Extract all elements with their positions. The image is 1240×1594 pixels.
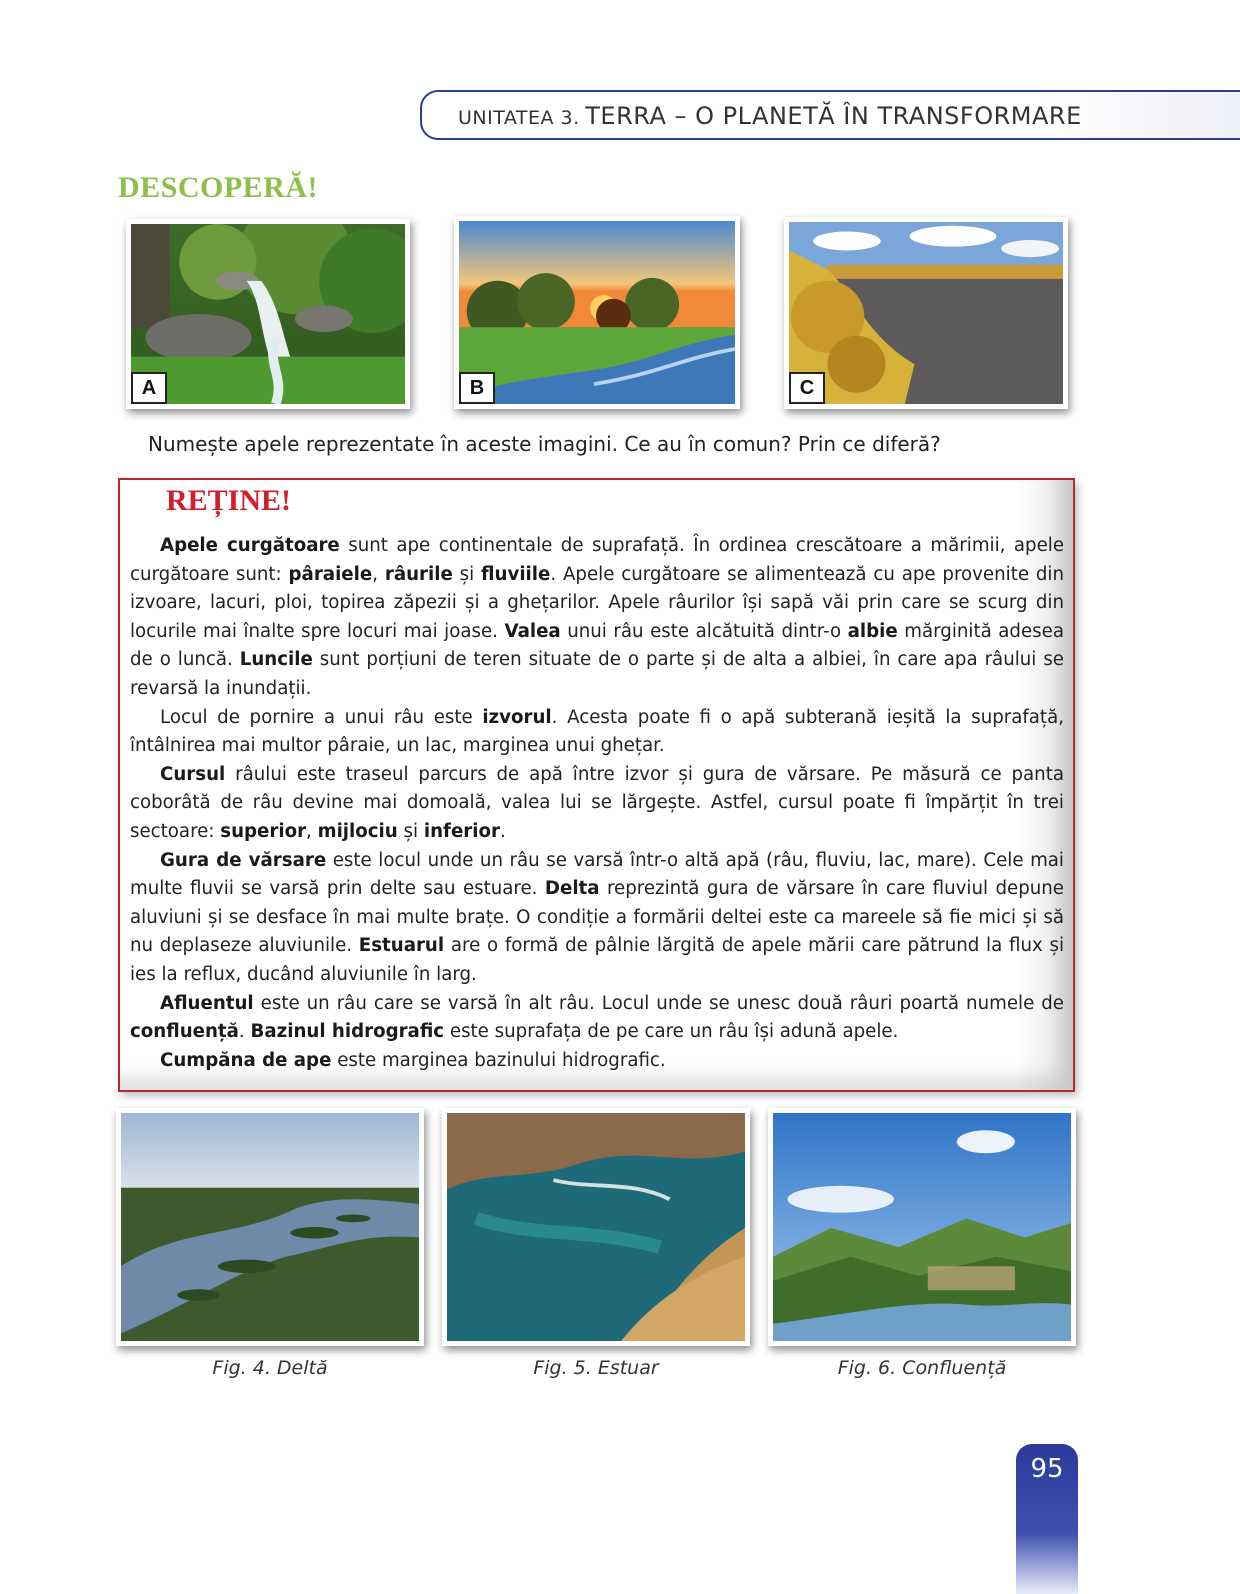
figure-caption: Fig. 6. Confluență	[837, 1357, 1007, 1379]
photo-marker: B	[459, 372, 495, 404]
estuary-aerial-photo	[442, 1108, 750, 1346]
unit-number: UNITATEA 3.	[458, 107, 580, 129]
page-number: 95	[1030, 1454, 1064, 1484]
paragraph: Locul de pornire a unui râu este izvorul. Acesta poate fi o apă subterană ieșită la suprafață, întâlnirea mai multor pâraie, un lac, marginea unui ghețar.	[130, 706, 1064, 757]
figure-caption: Fig. 5. Estuar	[533, 1357, 659, 1379]
discover-heading: DESCOPERĂ!	[118, 171, 319, 204]
paragraph: Afluentul este un râu care se varsă în alt râu. Locul unde se unesc două râuri poartă numele de confluență. Bazinul hidrografic este suprafața de pe care un râu își adună apele.	[130, 992, 1064, 1043]
retine-heading: REȚINE!	[166, 484, 292, 517]
retine-box	[118, 478, 1075, 1092]
confluence-valley-photo	[768, 1108, 1076, 1346]
discover-question: Numește apele reprezentate în aceste imagini. Ce au în comun? Prin ce diferă?	[148, 432, 941, 456]
page-number-tab	[1016, 1444, 1078, 1594]
delta-aerial-photo	[116, 1108, 424, 1346]
unit-header-label	[458, 102, 1082, 130]
wide-river-autumn-photo	[784, 217, 1068, 409]
photo-marker: C	[789, 372, 825, 404]
retine-text	[130, 532, 1064, 1075]
figure-caption: Fig. 4. Deltă	[212, 1357, 328, 1379]
mountain-stream-photo	[126, 219, 410, 409]
unit-title: TERRA – O PLANETĂ ÎN TRANSFORMARE	[585, 102, 1082, 130]
paragraph: Cumpăna de ape este marginea bazinului hidrografic.	[160, 1049, 666, 1071]
paragraph: Apele curgătoare sunt ape continentale de suprafață. În ordinea crescătoare a mărimii, apele curgătoare sunt: pâraiele, râurile și fluviile. Apele curgătoare se alimentează cu ape provenite din izvoare, lacuri, ploi, topirea zăpezii și a ghețarilor. Apele râurilor își sapă văi prin care se scurg din locurile mai înalte spre locuri mai joase. Valea unui râu este alcătuită dintr-o albie mărginită adesea de o luncă. Luncile sunt porțiuni de teren situate de o parte și de alta a albiei, în care apa râului se revarsă la inundații.	[130, 535, 1065, 699]
unit-header	[420, 90, 1240, 140]
photo-marker: A	[131, 372, 167, 404]
paragraph: Cursul râului este traseul parcurs de apă între izvor și gura de vărsare. Pe măsură ce panta coborâtă de râu devine mai domoală, valea lui se lărgește. Astfel, cursul poate fi împărțit în trei sectoare: superior, mijlociu și inferior.	[130, 763, 1064, 842]
meandering-river-sunset-photo	[454, 216, 740, 409]
paragraph: Gura de vărsare este locul unde un râu se varsă într-o altă apă (râu, fluviu, lac, mare). Cele mai multe fluvii se varsă prin delte sau estuare. Delta reprezintă gura de vărsare în care fluviul depune aluviuni și se desface în mai multe brațe. O condiție a formării deltei este ca mareele să fie mici și să nu deplaseze aluviunile. Estuarul are o formă de pâlnie lărgită de apele mării care pătrund la flux și ies la reflux, ducând aluviunile în larg.	[130, 849, 1064, 985]
